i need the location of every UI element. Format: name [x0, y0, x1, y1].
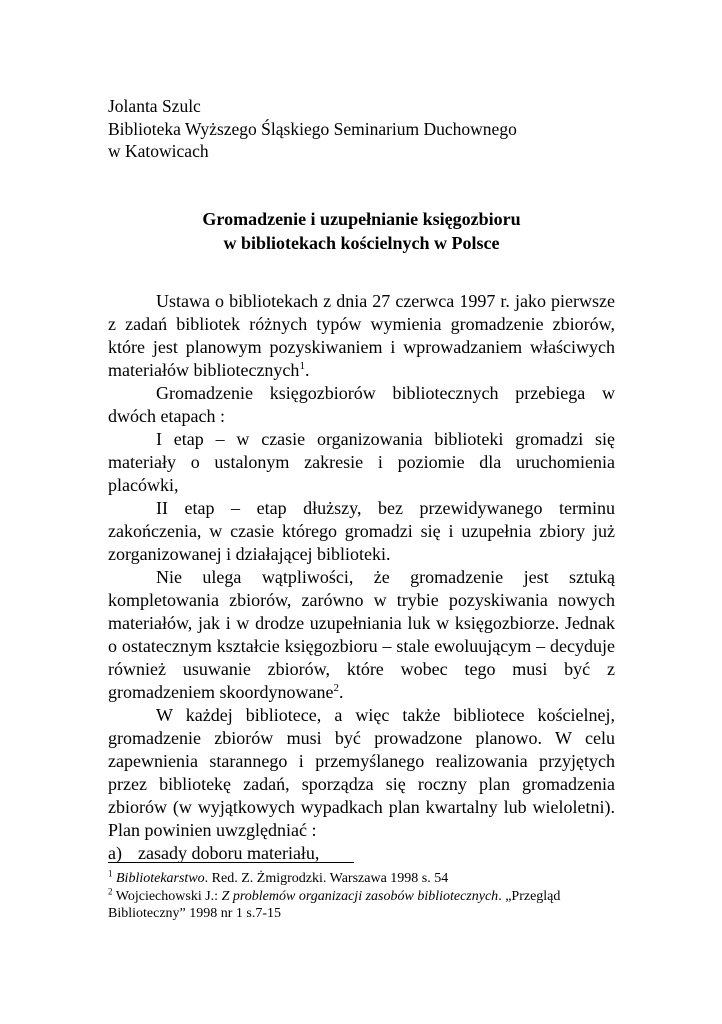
footnote-italic: Bibliotekarstwo — [116, 871, 205, 886]
paragraph: Gromadzenie księgozbiorów bibliotecznych przebiega w dwóch etapach : — [108, 383, 615, 426]
footnote-ref: 1 — [299, 360, 305, 372]
author-city: w Katowicach — [108, 141, 209, 161]
author-block — [108, 95, 517, 163]
paragraph-text: Ustawa o bibliotekach z dnia 27 czerwca 1997 r. jako pierwsze z zadań bibliotek różnych typów wymienia gromadzenie zbiorów, które jest planowym pozyskiwaniem i wprowadzaniem właściwych materiałów bibliotecznych — [108, 291, 615, 380]
paragraph: W każdej bibliotece, a więc także bibliotece kościelnej, gromadzenie zbiorów musi być prowadzone planowo. W celu zapewnienia starannego i przemyślanego realizowania przyjętych przez bibliotekę zadań, sporządza się roczny plan gromadzenia zbiorów (w wyjątkowych wypadkach plan kwartalny lub wieloletni). Plan powinien uwzględniać : — [108, 705, 615, 840]
footnotes — [108, 870, 615, 923]
paragraph — [108, 290, 615, 382]
footnote-text: Wojciechowski J.: — [115, 888, 222, 904]
list-item-text: zasady doboru materiału, — [138, 843, 320, 863]
footnote-divider — [108, 862, 354, 863]
footnote-number: 2 — [108, 885, 113, 896]
footnote — [108, 885, 615, 923]
footnote-number: 1 — [108, 868, 113, 879]
paragraph — [108, 566, 615, 704]
paragraph: I etap – w czasie organizowania biblioteki gromadzi się materiały o ustalonym zakresie i poziomie dla uruchomienia placówki, — [108, 429, 615, 495]
author-institution: Biblioteka Wyższego Śląskiego Seminarium Duchownego — [108, 118, 517, 139]
paragraph-text: Nie ulega wątpliwości, że gromadzenie jest sztuką kompletowania zbiorów, zarówno w trybie pozyskiwania nowych materiałów, jak i w drodze uzupełniania luk w księgozbiorze. Jednak o ostatecznym kształcie księgozbioru – stale ewoluującym – decyduje również usuwanie zbiorów, które wobec tego musi być z gromadzeniem skoordynowane — [108, 567, 615, 702]
footnote-text: . Red. Z. Żmigrodzki. Warszawa 1998 s. 54 — [204, 871, 449, 886]
paragraph: II etap – etap dłuższy, bez przewidywanego terminu zakończenia, w czasie którego gromadzi się i uzupełnia zbiory już zorganizowanej i działającej biblioteki. — [108, 498, 615, 564]
footnote-italic: Z problemów organizacji zasobów bibliotecznych — [221, 888, 499, 904]
paragraph-end: . — [304, 360, 310, 380]
document-title — [108, 207, 615, 255]
title-line-2: w bibliotekach kościelnych w Polsce — [223, 233, 500, 253]
author-name: Jolanta Szulc — [108, 96, 201, 116]
footnote-ref: 2 — [333, 682, 339, 694]
list-marker: a) — [108, 843, 122, 863]
footnote-text: . „Przegląd Biblioteczny” 1998 nr 1 s.7-15 — [108, 888, 561, 921]
paragraph-end: . — [338, 682, 344, 702]
footnote — [108, 870, 615, 888]
title-line-1: Gromadzenie i uzupełnianie księgozbioru — [202, 209, 521, 229]
body-text — [108, 290, 615, 865]
